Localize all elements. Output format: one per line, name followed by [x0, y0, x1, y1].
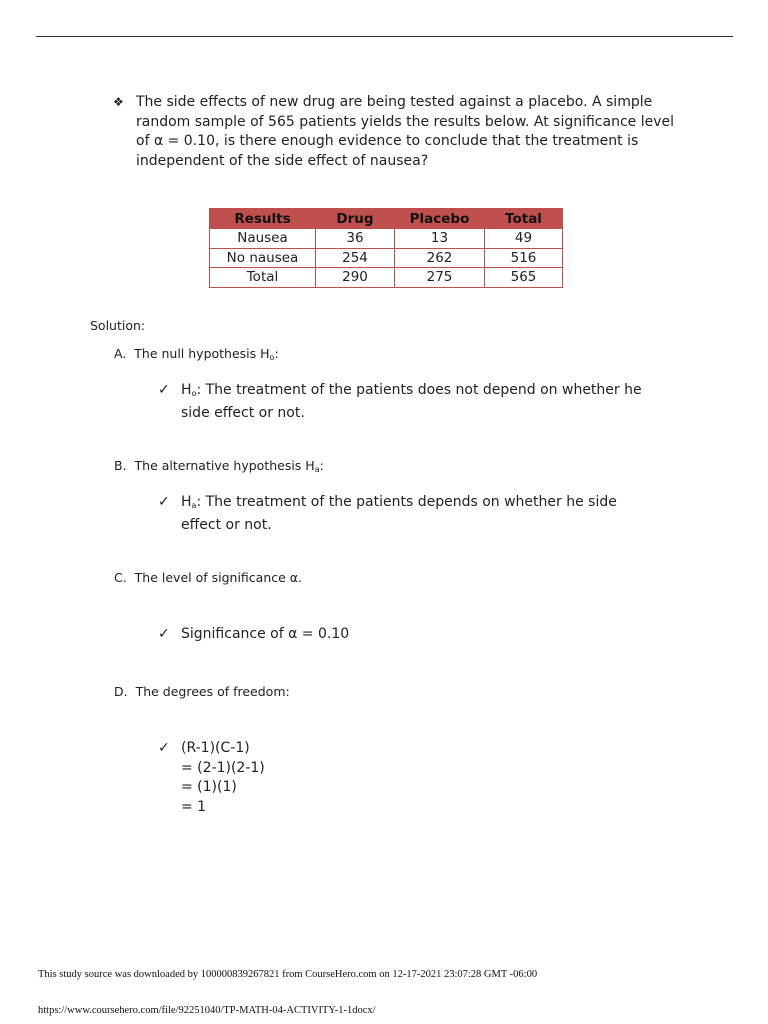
checkmark-icon: ✓ [158, 740, 170, 756]
hypothesis-text: : The treatment of the patients does not depend on whether he side effect or not. [181, 382, 642, 421]
section-d-heading [114, 684, 290, 699]
solution-label: Solution: [90, 318, 146, 333]
hypothesis-symbol: H [181, 494, 192, 510]
top-rule [36, 36, 733, 37]
table-header: Drug [316, 209, 395, 229]
table-cell: 262 [395, 248, 485, 268]
hypothesis-text: : The treatment of the patients depends on whether he side effect or not. [181, 494, 617, 533]
section-letter: C. [114, 570, 127, 585]
section-c-heading [114, 570, 302, 585]
significance-text: Significance of α = 0.10 [181, 626, 350, 642]
significance-item [158, 625, 658, 645]
section-label: The level of significance α. [134, 570, 302, 585]
table-cell: 275 [395, 268, 485, 288]
table-cell: 565 [485, 268, 563, 288]
checkmark-icon: ✓ [158, 382, 170, 398]
section-letter: B. [114, 458, 127, 473]
degrees-of-freedom-item [158, 739, 658, 817]
subscript: a [191, 501, 197, 510]
checkmark-icon: ✓ [158, 626, 170, 642]
question [113, 93, 683, 171]
question-text: The side effects of new drug are being tested against a placebo. A simple random sample of 565 patients yields the results below. At significance level of α = 0.10, is there enough evidence to conclude that the treatment is independent of the side effect of nausea? [136, 94, 675, 169]
section-label-end: : [274, 346, 279, 361]
formula-line: = (2-1)(2-1) [181, 759, 265, 776]
subscript: o [269, 353, 275, 362]
section-a-heading [114, 346, 279, 362]
table-cell: 13 [395, 229, 485, 249]
subscript: a [314, 465, 320, 474]
diamond-bullet-icon: ❖ [113, 95, 124, 109]
section-letter: D. [114, 684, 128, 699]
hypothesis-symbol: H [181, 382, 192, 398]
section-label: The null hypothesis H [134, 346, 270, 361]
table-cell: 254 [316, 248, 395, 268]
download-notice: This study source was downloaded by 100000839267821 from CourseHero.com on 12-17-2021 23:07:28 GMT -06:00 [38, 969, 538, 980]
table-cell: 290 [316, 268, 395, 288]
source-url[interactable]: https://www.coursehero.com/file/92251040/TP-MATH-04-ACTIVITY-1-1docx/ [38, 1005, 376, 1016]
formula-line: (R-1)(C-1) [181, 740, 250, 756]
table-row [210, 229, 563, 249]
table-row [210, 268, 563, 288]
table-cell: Nausea [210, 229, 316, 249]
table-header: Results [210, 209, 316, 229]
formula-line: = (1)(1) [181, 779, 237, 795]
checkmark-icon: ✓ [158, 494, 170, 510]
subscript: o [191, 389, 197, 398]
table-header-row [210, 209, 563, 229]
section-label-end: : [319, 458, 324, 473]
section-label: The degrees of freedom: [135, 684, 290, 699]
formula-line: = 1 [181, 798, 207, 815]
table-cell: Total [210, 268, 316, 288]
table-header: Total [485, 209, 563, 229]
table-cell: 49 [485, 229, 563, 249]
null-hypothesis-item [158, 381, 658, 423]
table-header: Placebo [395, 209, 485, 229]
table-cell: 516 [485, 248, 563, 268]
alternative-hypothesis-item [158, 493, 658, 535]
section-label: The alternative hypothesis H [134, 458, 315, 473]
section-letter: A. [114, 346, 127, 361]
section-b-heading [114, 458, 324, 474]
table-row [210, 248, 563, 268]
table-cell: 36 [316, 229, 395, 249]
table-cell: No nausea [210, 248, 316, 268]
results-table [209, 208, 563, 288]
